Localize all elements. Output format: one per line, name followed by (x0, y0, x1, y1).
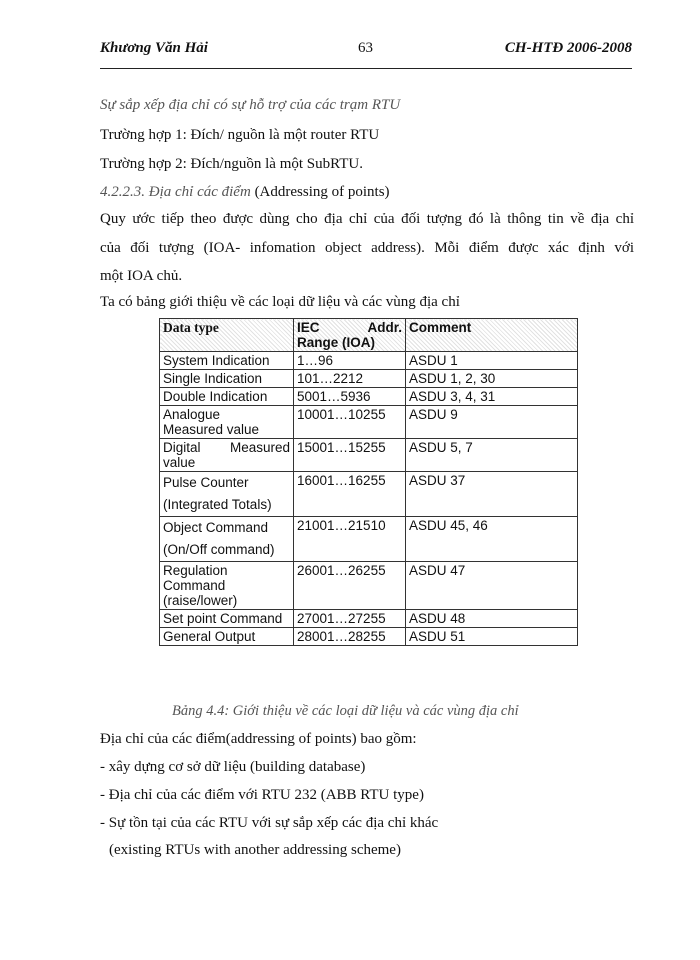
table-row (160, 370, 578, 388)
section-heading (100, 184, 390, 201)
points-addressing-line: Địa chỉ của các điểm(addressing of points) bao gồm: (100, 731, 417, 747)
cell-range: 101…2212 (294, 370, 406, 388)
case-1-line: Trường hợp 1: Đích/ nguồn là một router RTU (100, 127, 380, 143)
header-comment: Comment (406, 319, 578, 352)
bullet-existing-rtus-en: (existing RTUs with another addressing scheme) (109, 842, 401, 858)
cell-type (160, 562, 294, 610)
cell-range: 28001…28255 (294, 628, 406, 646)
cell-comment: ASDU 51 (406, 628, 578, 646)
cell-comment: ASDU 37 (406, 472, 578, 517)
cell-range: 16001…16255 (294, 472, 406, 517)
header-code: CH-HTĐ 2006-2008 (504, 40, 632, 56)
cell-type-line: Pulse Counter (163, 475, 249, 490)
cell-type-line: Object Command (163, 520, 269, 535)
cell-type-line: Regulation (163, 563, 228, 578)
cell-range: 26001…26255 (294, 562, 406, 610)
page-number: 63 (358, 40, 373, 56)
cell-range: 15001…15255 (294, 439, 406, 472)
cell-type: Set point Command (160, 610, 294, 628)
table-header-row (160, 319, 578, 352)
cell-comment: ASDU 48 (406, 610, 578, 628)
cell-type (160, 439, 294, 472)
rtu-addressing-line: Sự sắp xếp địa chỉ có sự hỗ trợ của các trạm RTU (100, 97, 401, 113)
cell-type (160, 517, 294, 562)
table-row (160, 472, 578, 517)
cell-type-word: Digital (163, 440, 201, 455)
cell-type-line: (raise/lower) (163, 593, 238, 608)
cell-type: Single Indication (160, 370, 294, 388)
table-row (160, 352, 578, 370)
section-heading-english: (Addressing of points) (254, 184, 390, 200)
paragraph-line-1: Quy ước tiếp theo được dùng cho địa chỉ của đối tượng đó là thông tin về địa chỉ (100, 211, 634, 227)
table-row (160, 562, 578, 610)
cell-comment: ASDU 1 (406, 352, 578, 370)
cell-comment: ASDU 47 (406, 562, 578, 610)
header-author: Khương Văn Hải (100, 40, 208, 56)
cell-type: Double Indication (160, 388, 294, 406)
cell-comment: ASDU 9 (406, 406, 578, 439)
cell-type-line: value (163, 455, 196, 470)
table-intro-line: Ta có bảng giới thiệu về các loại dữ liệu và các vùng địa chỉ (100, 294, 460, 310)
cell-range: 5001…5936 (294, 388, 406, 406)
cell-comment: ASDU 1, 2, 30 (406, 370, 578, 388)
table-row (160, 610, 578, 628)
case-2-line: Trường hợp 2: Đích/nguồn là một SubRTU. (100, 156, 363, 172)
cell-type-line: Measured value (163, 422, 260, 437)
header-range-addr: Addr. (367, 320, 402, 335)
bullet-existing-rtus: - Sự tồn tại của các RTU với sự sắp xếp các địa chỉ khác (100, 815, 439, 831)
cell-type (160, 406, 294, 439)
table-caption: Bảng 4.4: Giới thiệu về các loại dữ liệu và các vùng địa chỉ (172, 703, 519, 719)
paragraph-line-2: của đối tượng (IOA- infomation object address). Mỗi điểm được xác định với (100, 240, 634, 256)
table-row (160, 517, 578, 562)
header-range-iec: IEC (297, 320, 320, 335)
cell-range: 10001…10255 (294, 406, 406, 439)
cell-type: General Output (160, 628, 294, 646)
cell-type (160, 472, 294, 517)
table-row (160, 628, 578, 646)
cell-type: System Indication (160, 352, 294, 370)
header-divider (100, 68, 632, 69)
header-data-type: Data type (160, 319, 294, 352)
cell-type-line: Analogue (163, 407, 221, 422)
cell-type-line: Command (163, 578, 226, 593)
bullet-database: - xây dựng cơ sở dữ liệu (building database) (100, 759, 366, 775)
cell-comment: ASDU 5, 7 (406, 439, 578, 472)
section-heading-number: 4.2.2.3. Địa chỉ các điểm (100, 184, 251, 200)
cell-type-line: (On/Off command) (163, 542, 275, 557)
cell-comment: ASDU 45, 46 (406, 517, 578, 562)
cell-comment: ASDU 3, 4, 31 (406, 388, 578, 406)
cell-range: 27001…27255 (294, 610, 406, 628)
page-header (100, 40, 632, 66)
cell-type-word: Measured (229, 440, 290, 455)
header-range (294, 319, 406, 352)
cell-type-line: (Integrated Totals) (163, 497, 272, 512)
paragraph-line-3: một IOA chủ. (100, 268, 183, 284)
bullet-rtu232: - Địa chỉ của các điểm với RTU 232 (ABB RTU type) (100, 787, 424, 803)
data-type-table (159, 318, 578, 646)
table-row (160, 406, 578, 439)
table-row (160, 388, 578, 406)
table-row (160, 439, 578, 472)
cell-range: 21001…21510 (294, 517, 406, 562)
cell-range: 1…96 (294, 352, 406, 370)
header-range-ioa: Range (IOA) (297, 335, 376, 350)
